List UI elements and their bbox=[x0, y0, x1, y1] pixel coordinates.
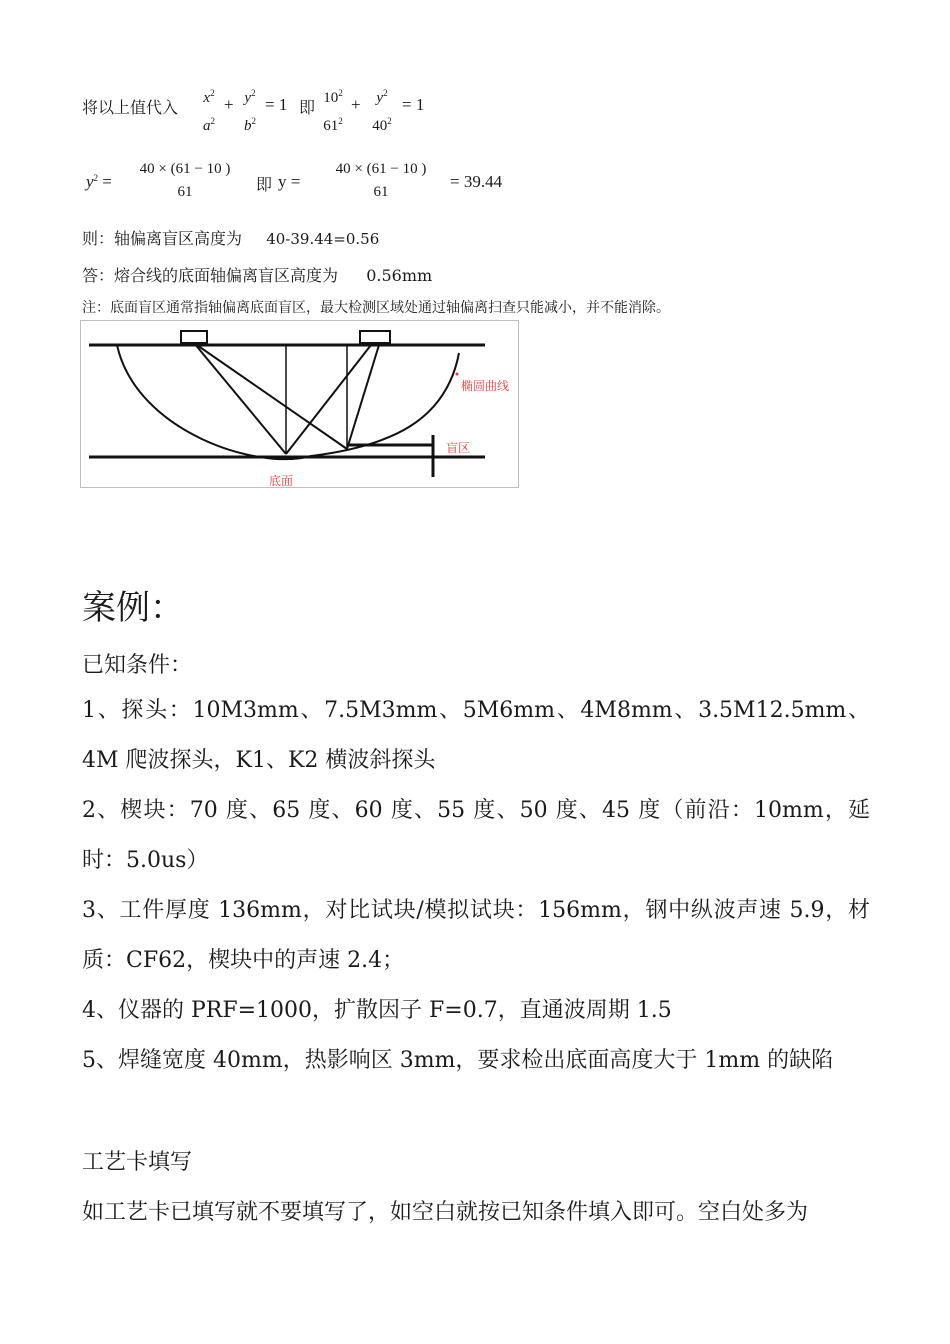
forty-value: 40 bbox=[372, 118, 388, 134]
probe-left bbox=[181, 331, 207, 343]
ray-3 bbox=[194, 343, 347, 449]
y-var: y bbox=[376, 90, 384, 106]
ellipse-curve bbox=[117, 345, 459, 459]
fraction-y-over-40 bbox=[367, 82, 397, 137]
plus-sign: + bbox=[224, 95, 234, 114]
ji-word: 即 bbox=[256, 175, 273, 194]
known-conditions-heading: 已知条件： bbox=[82, 653, 193, 678]
exponent: 2 bbox=[338, 116, 343, 126]
exponent: 2 bbox=[383, 88, 388, 98]
exponent: 2 bbox=[251, 116, 256, 126]
answer-line bbox=[82, 263, 432, 286]
fraction-y bbox=[318, 158, 444, 203]
fraction-x-over-a bbox=[198, 82, 220, 137]
ten-value: 10 bbox=[323, 90, 339, 106]
line-label: 则：轴偏离盲区高度为 bbox=[82, 229, 243, 248]
blind-zone-figure bbox=[80, 320, 519, 488]
line-value: 0.56mm bbox=[366, 266, 433, 285]
case-heading: 案例： bbox=[82, 588, 184, 628]
note-line: 注：底面盲区通常指轴偏离底面盲区，最大检测区域处通过轴偏离扫查只能减小，并不能消除。 bbox=[82, 300, 670, 316]
numerator: 40 × (61 − 10 ) bbox=[139, 161, 231, 177]
plus-sign: + bbox=[351, 95, 361, 114]
exponent: 2 bbox=[93, 173, 99, 183]
a-var: a bbox=[203, 118, 211, 134]
condition-item: 2、楔块：70 度、65 度、60 度、55 度、50 度、45 度（前沿：10mm，延时：5.0us） bbox=[82, 798, 870, 873]
condition-item: 4、仪器的 PRF=1000，扩散因子 F=0.7，直通波周期 1.5 bbox=[82, 998, 672, 1023]
blind-zone-height-line bbox=[82, 226, 379, 249]
ray-1 bbox=[194, 343, 286, 454]
process-card-text: 如工艺卡已填写就不要填写了，如空白就按已知条件填入即可。空白处多为 bbox=[82, 1200, 809, 1225]
fraction-y2 bbox=[122, 158, 248, 203]
line-value: 40-39.44=0.56 bbox=[266, 230, 380, 248]
y-squared bbox=[86, 172, 112, 192]
x-var: x bbox=[203, 90, 211, 106]
ellipse-diagram bbox=[81, 321, 518, 487]
condition-item: 1、探头：10M3mm、7.5M3mm、5M6mm、4M8mm、3.5M12.5mm、4M 爬波探头，K1、K2 横波斜探头 bbox=[82, 698, 870, 773]
label-ellipse-curve: 椭圆曲线 bbox=[461, 379, 510, 393]
equals-one: = 1 bbox=[265, 95, 288, 114]
y-var: y bbox=[86, 172, 94, 191]
exponent: 2 bbox=[387, 116, 392, 126]
denominator: 61 bbox=[373, 184, 389, 200]
exponent: 2 bbox=[251, 88, 256, 98]
y-var: y bbox=[244, 90, 252, 106]
y-equals: y = bbox=[278, 172, 301, 191]
label-bottom-surface: 底面 bbox=[269, 474, 294, 488]
condition-item: 5、焊缝宽度 40mm，热影响区 3mm，要求检出底面高度大于 1mm 的缺陷 bbox=[82, 1048, 834, 1073]
ji-word: 即 bbox=[299, 98, 316, 117]
numerator: 40 × (61 − 10 ) bbox=[335, 161, 427, 177]
exponent: 2 bbox=[210, 88, 215, 98]
b-var: b bbox=[244, 118, 252, 134]
denominator: 61 bbox=[177, 184, 193, 200]
process-card-heading: 工艺卡填写 bbox=[82, 1150, 193, 1175]
ray-4 bbox=[347, 345, 379, 449]
result: = 39.44 bbox=[450, 172, 503, 191]
ray-2 bbox=[286, 345, 371, 454]
exponent: 2 bbox=[210, 116, 215, 126]
sixtyone-value: 61 bbox=[323, 118, 339, 134]
exponent: 2 bbox=[338, 88, 343, 98]
fraction-10-over-61 bbox=[318, 82, 348, 137]
label-blind-zone: 盲区 bbox=[446, 441, 471, 455]
line-label: 答：熔合线的底面轴偏离盲区高度为 bbox=[82, 266, 339, 285]
probe-right bbox=[360, 331, 390, 343]
equals-one: = 1 bbox=[402, 95, 425, 114]
equals-sign: = bbox=[102, 172, 112, 191]
formula1-prefix: 将以上值代入 bbox=[82, 98, 179, 117]
condition-item: 3、工件厚度 136mm，对比试块/模拟试块：156mm，钢中纵波声速 5.9，材质：CF62，楔块中的声速 2.4； bbox=[82, 898, 870, 973]
fraction-y-over-b bbox=[239, 82, 261, 137]
